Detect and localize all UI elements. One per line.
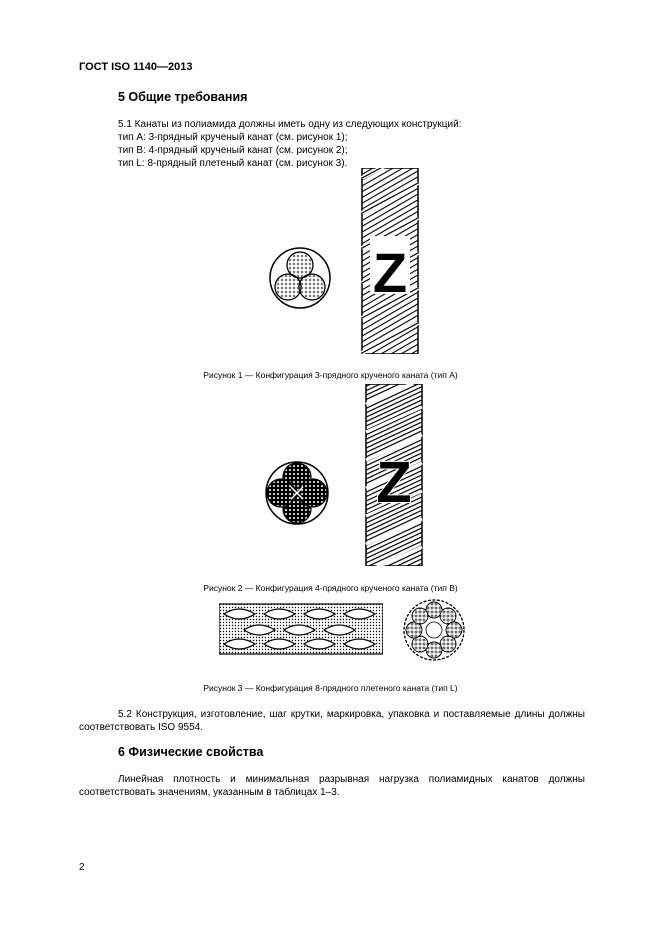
- figure-1-twist-letter: Z: [372, 241, 408, 304]
- figure-1-cross-section: [268, 246, 332, 310]
- figure-2-caption: Рисунок 2 — Конфигурация 4-прядного крученого каната (тип В): [203, 583, 458, 593]
- paragraph-5-2: 5.2 Конструкция, изготовление, шаг крутки, маркировка, упаковка и поставляемые длины должны соответствовать ISO 9554.: [79, 709, 585, 733]
- figure-3-cross-section: [402, 598, 466, 662]
- paragraph-5-1-intro: 5.1 Канаты из полиамида должны иметь одну из следующих конструкций:: [118, 119, 462, 130]
- list-item-type-b: тип В: 4-прядный крученый канат (см. рисунок 2);: [118, 145, 348, 156]
- figure-3-caption: Рисунок 3 — Конфигурация 8-прядного плетеного каната (тип L): [203, 683, 458, 693]
- figure-3-braided-rope-view: [219, 600, 383, 658]
- figure-1-rope-side-view: [352, 168, 424, 354]
- section-6-heading: 6 Физические свойства: [118, 745, 264, 759]
- figure-2-cross-section: [264, 460, 330, 526]
- figure-2-twist-letter: Z: [376, 450, 412, 515]
- figure-2-rope-side-view: [360, 384, 428, 566]
- figure-1-caption: Рисунок 1 — Конфигурация 3-прядного крученого каната (тип А): [203, 370, 458, 380]
- list-item-type-a: тип А: 3-прядный крученый канат (см. рисунок 1);: [118, 132, 348, 143]
- paragraph-6: Линейная плотность и минимальная разрывная нагрузка полиамидных канатов должны соответствовать значениям, указанным в таблицах 1–3.: [79, 774, 585, 798]
- document-header: ГОСТ ISO 1140—2013: [79, 61, 193, 73]
- page-number: 2: [79, 862, 85, 873]
- list-item-type-l: тип L: 8-прядный плетеный канат (см. рисунок 3).: [118, 158, 348, 169]
- section-5-heading: 5 Общие требования: [118, 90, 248, 104]
